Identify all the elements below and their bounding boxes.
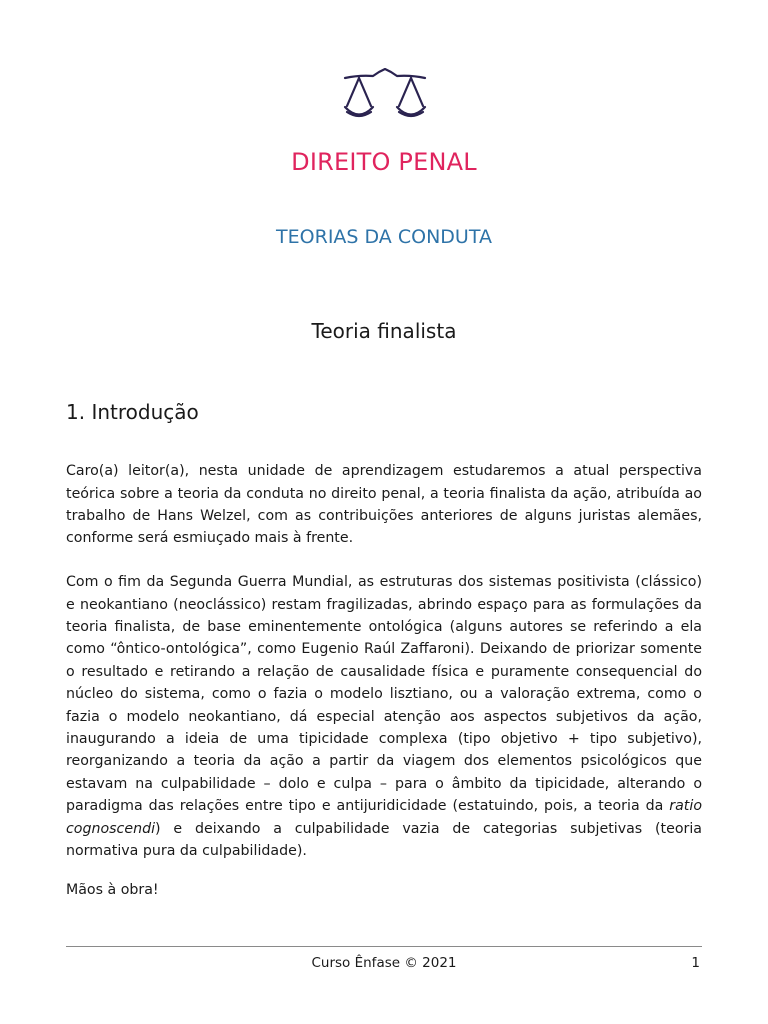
paragraph-history-italic: ratio cognoscendi (66, 798, 702, 837)
scales-of-justice-icon (339, 68, 431, 126)
paragraph-closing: Mãos à obra! (66, 882, 159, 899)
paragraph-history-text-2: ) e deixando a culpabilidade vazia de categorias subjetivas (teoria normativa pura da culpabilidade). (66, 820, 702, 860)
page-number: 1 (691, 955, 700, 971)
section-title: Teoria finalista (311, 319, 457, 343)
paragraph-history-text-1: Com o fim da Segunda Guerra Mundial, as estruturas dos sistemas positivista (clássico) e neokantiano (neoclássico) restam fragilizadas, abrindo espaço para as formulações da teoria finalista, de base eminentemente ontológica (alguns autores se referindo a ela como “ôntico-ontológica”, como Eugenio Raúl Zaffaroni). Deixando de priorizar somente o resultado e retirando a relação de causalidade física e puramente consequencial do núcleo do sistema, como o fazia o modelo lisztiano, ou a valoração extrema, como o fazia o modelo neokantiano, dá especial atenção aos aspectos subjetivos da ação, inaugurando a ideia de uma tipicidade complexa (tipo objetivo + tipo subjetivo), reorganizando a teoria da ação a partir da viagem dos elementos psicológicos que estavam na culpabilidade – dolo e culpa – para o âmbito da tipicidade, alterando o paradigma das relações entre tipo e antijuridicidade (estatuindo, pois, a teoria da (66, 574, 702, 815)
footer-divider (66, 946, 702, 947)
document-title: DIREITO PENAL (291, 148, 477, 176)
paragraph-intro: Caro(a) leitor(a), nesta unidade de aprendizagem estudaremos a atual perspectiva teórica sobre a teoria da conduta no direito penal, a teoria finalista da ação, atribuída ao trabalho de Hans Welzel, com as contribuições anteriores de alguns juristas alemães, conforme será esmiuçado mais à frente. (66, 463, 702, 547)
footer-text: Curso Ênfase © 2021 (311, 955, 457, 971)
document-subtitle: TEORIAS DA CONDUTA (276, 226, 492, 248)
paragraph-history (66, 571, 702, 862)
section-heading: 1. Introdução (66, 400, 199, 424)
